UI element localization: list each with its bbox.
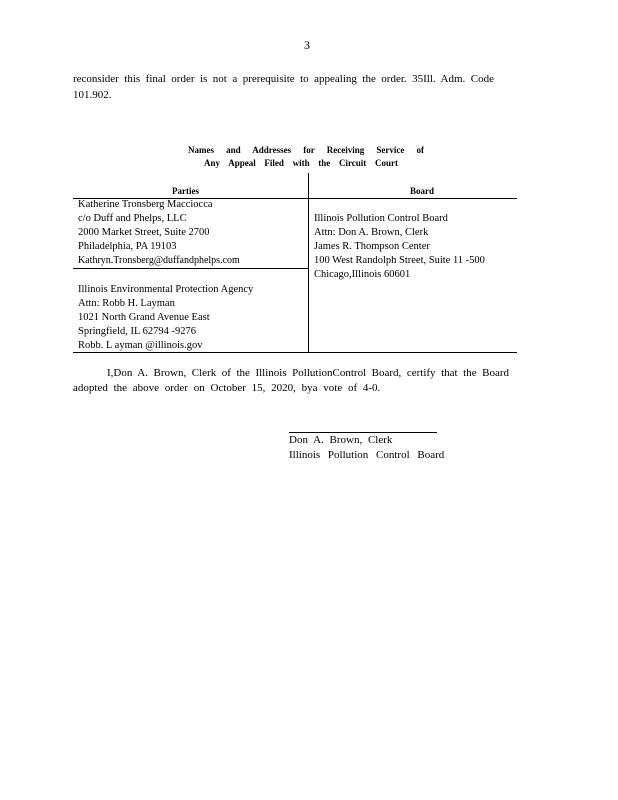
signature-org: Illinois Pollution Control Board (289, 449, 445, 461)
party-2-line: 1021 North Grand Avenue East (78, 312, 210, 323)
board-column-header: Board (410, 186, 435, 196)
party-1-email: Kathryn.Tronsberg@duffandphelps.com (78, 255, 240, 266)
paragraph-line-1: reconsider this final order is not a prerequisite to appealing the order. 35Ill. Adm. Code (73, 73, 494, 85)
board-line: Illinois Pollution Control Board (314, 213, 448, 224)
table-caption-line-2: Any Appeal Filed with the Circuit Court (204, 158, 398, 168)
board-line: 100 West Randolph Street, Suite 11 -500 (314, 255, 485, 266)
parties-column-header: Parties (172, 186, 199, 196)
page-number: 3 (304, 38, 310, 52)
party-2-line: Attn: Robb H. Layman (78, 298, 175, 309)
party-2-email: Robb. L ayman @illinois.gov (78, 340, 203, 351)
board-line: James R. Thompson Center (314, 241, 430, 252)
signature-name: Don A. Brown, Clerk (289, 434, 393, 446)
certification-line-2: adopted the above order on October 15, 2020, bya vote of 4-0. (73, 382, 381, 394)
certification-line-1: I,Don A. Brown, Clerk of the Illinois PollutionControl Board, certify that the Board (107, 367, 509, 379)
party-1-line: Philadelphia, PA 19103 (78, 241, 177, 252)
party-1-line: c/o Duff and Phelps, LLC (78, 213, 187, 224)
party-2-line: Springfield, IL 62794 -9276 (78, 326, 197, 337)
signature-rule (289, 432, 437, 433)
table-column-divider (308, 173, 309, 353)
party-1-line: Katherine Tronsberg Macciocca (78, 199, 213, 210)
paragraph-line-2: 101.902. (73, 89, 112, 101)
party-2-line: Illinois Environmental Protection Agency (78, 284, 254, 295)
table-mid-rule (73, 268, 309, 269)
board-line: Attn: Don A. Brown, Clerk (314, 227, 429, 238)
board-line: Chicago,Illinois 60601 (314, 269, 411, 280)
party-1-line: 2000 Market Street, Suite 2700 (78, 227, 210, 238)
table-bottom-rule (73, 352, 517, 353)
table-caption-line-1: Names and Addresses for Receiving Service of (188, 145, 424, 155)
